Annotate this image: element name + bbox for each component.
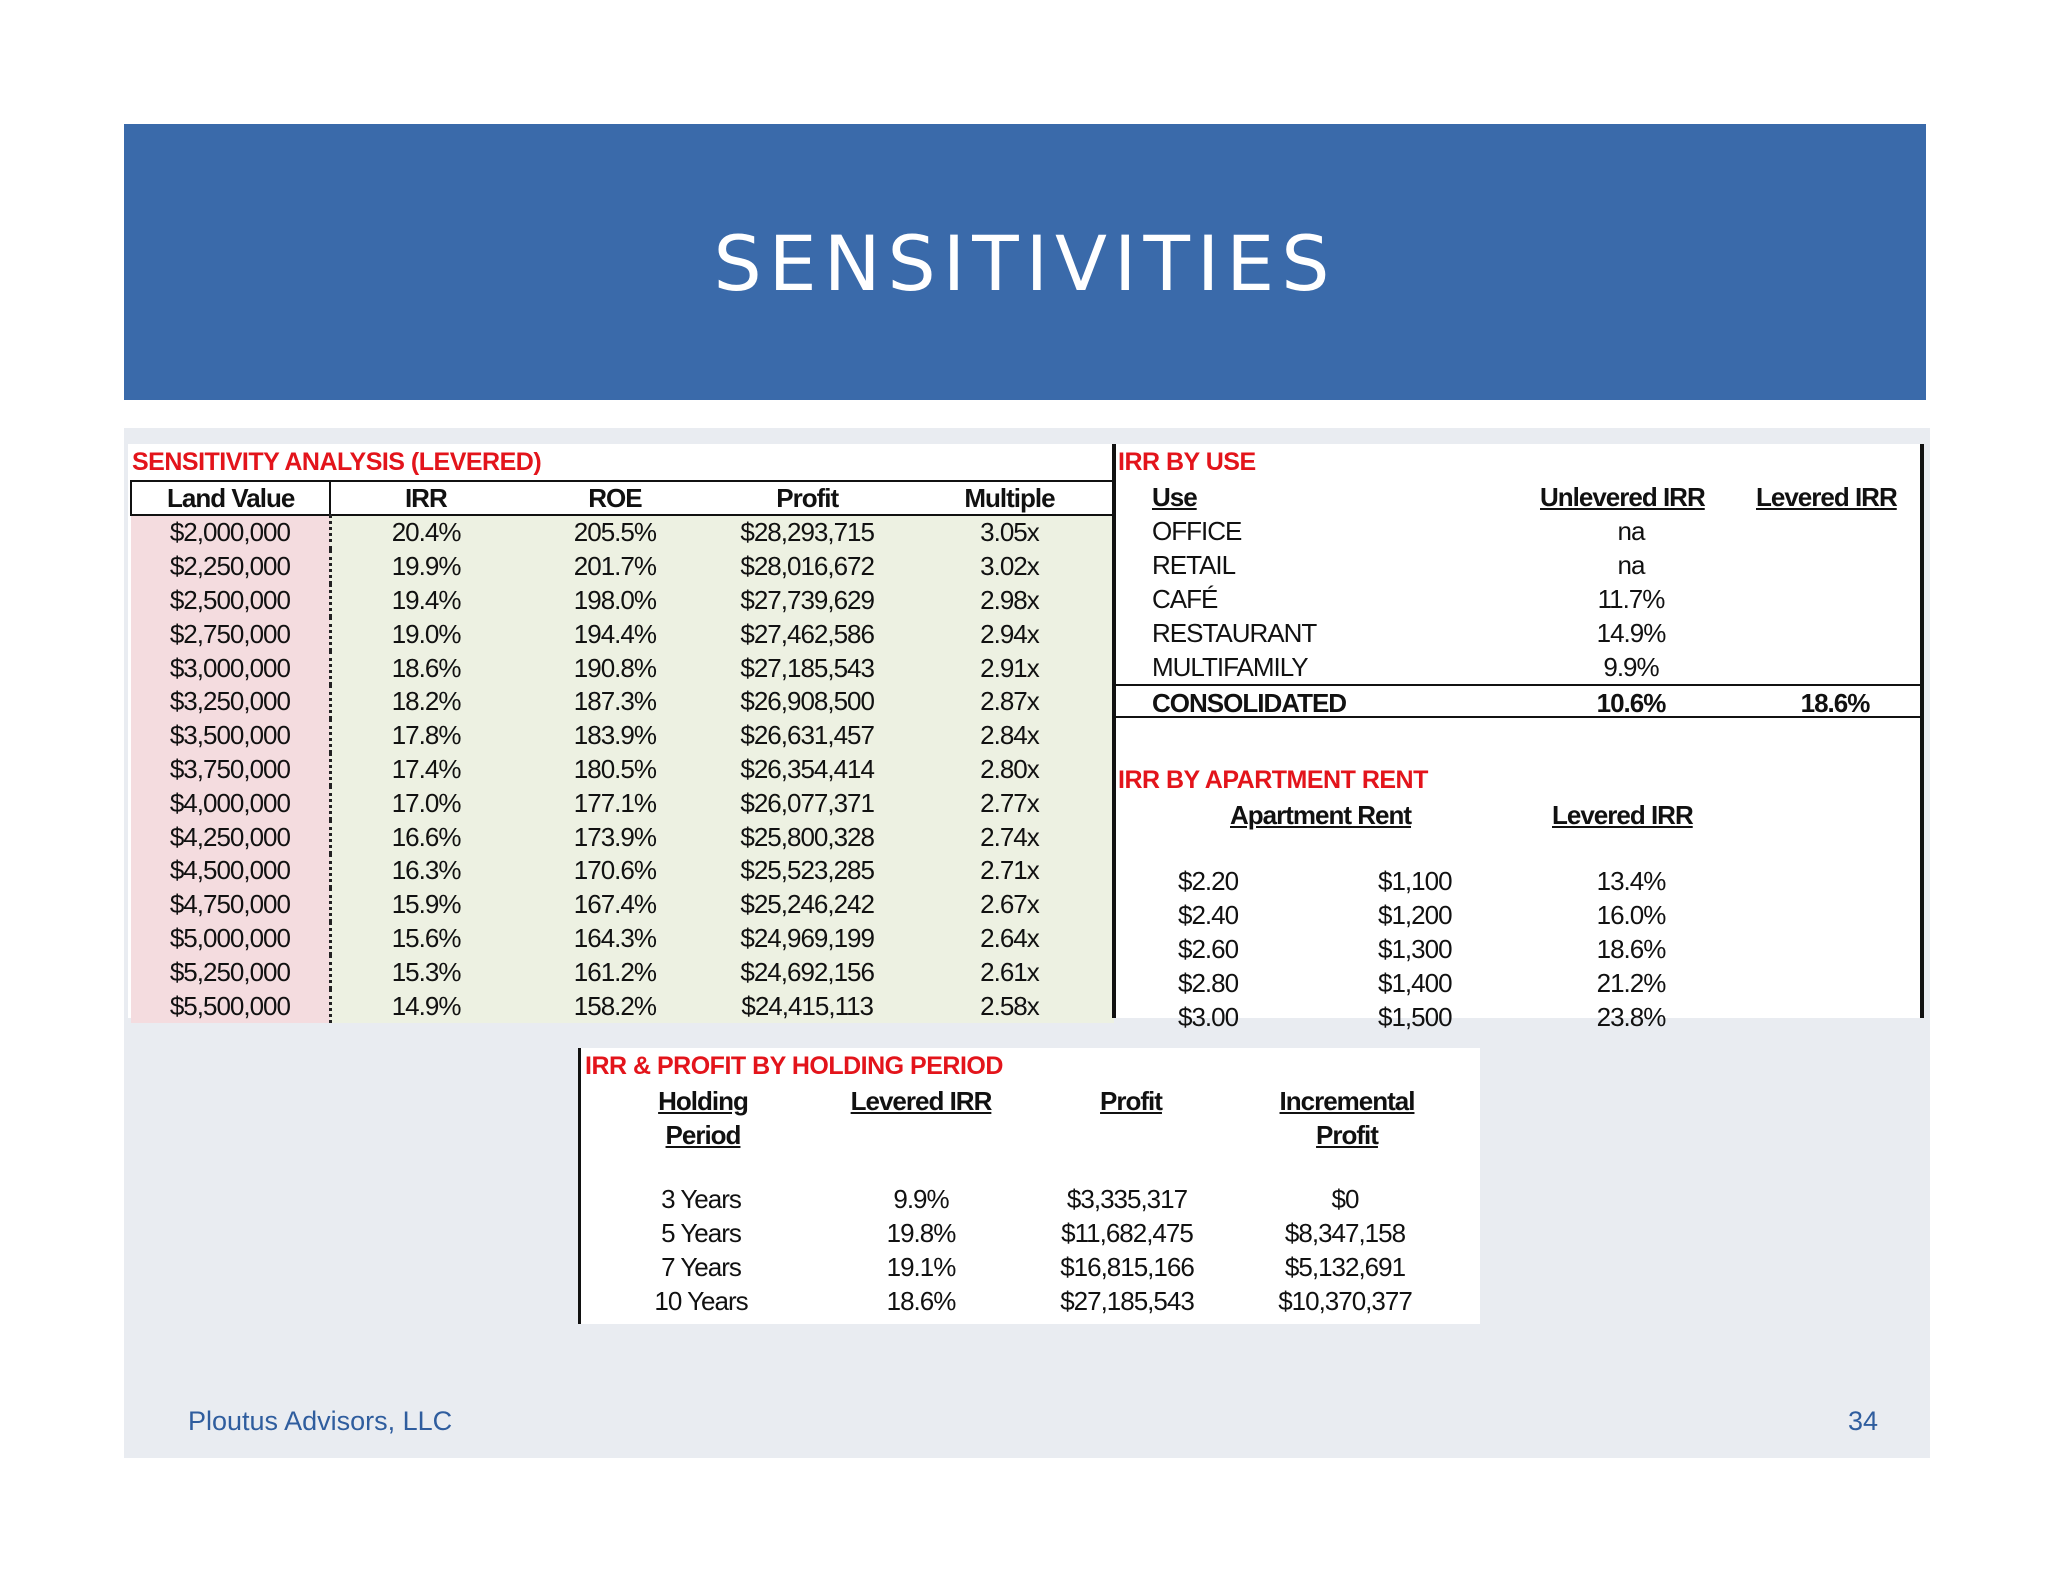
holding-period: 3 Years	[661, 1184, 741, 1214]
land-value-cell: $5,500,000	[131, 989, 330, 1023]
irr-by-rent-title: IRR BY APARTMENT RENT	[1118, 766, 1428, 794]
consolidated-unlevered: 10.6%	[1596, 688, 1666, 718]
use-unlevered-irr: 14.9%	[1596, 618, 1666, 648]
consolidated-label: CONSOLIDATED	[1152, 688, 1347, 718]
holding-incremental: $8,347,158	[1284, 1218, 1406, 1248]
profit-cell: $27,185,543	[709, 651, 904, 685]
multiple-cell: 2.94x	[905, 617, 1114, 651]
land-value-cell: $4,500,000	[131, 854, 330, 888]
irr-by-use-panel	[1112, 444, 1924, 1032]
irr-cell: 17.0%	[330, 786, 520, 820]
holding-period: 10 Years	[654, 1286, 748, 1316]
sensitivity-row	[131, 719, 1114, 753]
holding-levered-irr: 18.6%	[886, 1286, 956, 1316]
rent-row	[1116, 898, 1920, 932]
sensitivity-row	[131, 989, 1114, 1023]
rent-row	[1116, 966, 1920, 1000]
roe-cell: 201.7%	[520, 550, 709, 584]
land-value-cell: $2,750,000	[131, 617, 330, 651]
slide-content	[124, 428, 1930, 1458]
irr-by-use-title: IRR BY USE	[1118, 448, 1256, 476]
roe-cell: 198.0%	[520, 584, 709, 618]
use-unlevered-irr: 9.9%	[1603, 652, 1659, 682]
rent-psf: $2.60	[1178, 934, 1239, 964]
rent-psf: $3.00	[1178, 1002, 1239, 1032]
rent-levered-irr: 13.4%	[1596, 866, 1666, 896]
land-value-cell: $5,250,000	[131, 955, 330, 989]
profit-cell: $26,354,414	[709, 753, 904, 787]
multiple-cell: 3.02x	[905, 550, 1114, 584]
sensitivity-analysis	[130, 444, 1114, 1021]
consolidated-levered: 18.6%	[1800, 688, 1870, 718]
consolidated-row	[1116, 684, 1920, 718]
header-unlevered-irr: Unlevered IRR	[1540, 482, 1705, 512]
sensitivity-row	[131, 617, 1114, 651]
multiple-cell: 2.74x	[905, 820, 1114, 854]
land-value-cell: $3,250,000	[131, 685, 330, 719]
holding-profit: $11,682,475	[1061, 1218, 1193, 1248]
header-holding-profit: Profit	[1100, 1086, 1162, 1116]
multiple-cell: 2.91x	[905, 651, 1114, 685]
header-holding-line2: Period	[665, 1120, 741, 1150]
sensitivity-row	[131, 550, 1114, 584]
multiple-cell: 2.71x	[905, 854, 1114, 888]
header-incremental-profit	[1257, 1084, 1437, 1152]
roe-cell: 187.3%	[520, 685, 709, 719]
use-row	[1116, 582, 1920, 616]
header-rent-levered-irr: Levered IRR	[1552, 800, 1693, 830]
sensitivity-header-row	[131, 481, 1114, 515]
land-value-cell: $3,000,000	[131, 651, 330, 685]
multiple-cell: 2.61x	[905, 955, 1114, 989]
land-value-cell: $3,500,000	[131, 719, 330, 753]
holding-profit: $3,335,317	[1066, 1184, 1188, 1214]
use-name: OFFICE	[1152, 516, 1242, 546]
footer-company: Ploutus Advisors, LLC	[188, 1406, 453, 1436]
profit-cell: $24,415,113	[709, 989, 904, 1023]
header-profit: Profit	[709, 481, 904, 515]
irr-cell: 18.6%	[330, 651, 520, 685]
rent-row	[1116, 932, 1920, 966]
sensitivity-title: SENSITIVITY ANALYSIS (LEVERED)	[132, 448, 542, 476]
sensitivity-row	[131, 515, 1114, 550]
header-incremental-line2: Profit	[1316, 1120, 1378, 1150]
use-row	[1116, 514, 1920, 548]
use-unlevered-irr: na	[1617, 550, 1645, 580]
roe-cell: 190.8%	[520, 651, 709, 685]
irr-cell: 20.4%	[330, 515, 520, 550]
header-land-value: Land Value	[131, 481, 330, 515]
rent-levered-irr: 23.8%	[1596, 1002, 1666, 1032]
roe-cell: 161.2%	[520, 955, 709, 989]
irr-cell: 19.0%	[330, 617, 520, 651]
profit-cell: $26,077,371	[709, 786, 904, 820]
rent-psf: $2.20	[1178, 866, 1239, 896]
holding-period: 7 Years	[661, 1252, 741, 1282]
land-value-cell: $4,750,000	[131, 888, 330, 922]
use-unlevered-irr: na	[1617, 516, 1645, 546]
use-name: RESTAURANT	[1152, 618, 1317, 648]
multiple-cell: 2.64x	[905, 922, 1114, 956]
header-incremental-line1: Incremental	[1279, 1086, 1415, 1116]
header-roe: ROE	[520, 481, 709, 515]
sensitivity-row	[131, 753, 1114, 787]
rent-levered-irr: 18.6%	[1596, 934, 1666, 964]
multiple-cell: 2.80x	[905, 753, 1114, 787]
multiple-cell: 2.87x	[905, 685, 1114, 719]
multiple-cell: 2.58x	[905, 989, 1114, 1023]
rent-row	[1116, 1000, 1920, 1034]
profit-cell: $24,969,199	[709, 922, 904, 956]
top-panel	[128, 444, 1924, 1032]
multiple-cell: 2.84x	[905, 719, 1114, 753]
multiple-cell: 2.67x	[905, 888, 1114, 922]
holding-incremental: $10,370,377	[1278, 1286, 1412, 1316]
roe-cell: 180.5%	[520, 753, 709, 787]
header-apartment-rent: Apartment Rent	[1230, 800, 1412, 830]
profit-cell: $25,523,285	[709, 854, 904, 888]
sensitivity-row	[131, 685, 1114, 719]
header-holding-levered-irr: Levered IRR	[850, 1086, 992, 1116]
title-banner	[124, 124, 1926, 400]
header-levered-irr: Levered IRR	[1756, 482, 1897, 512]
irr-cell: 15.3%	[330, 955, 520, 989]
holding-levered-irr: 19.1%	[886, 1252, 956, 1282]
holding-period: 5 Years	[661, 1218, 741, 1248]
rent-psf: $2.40	[1178, 900, 1239, 930]
land-value-cell: $4,000,000	[131, 786, 330, 820]
header-holding-line1: Holding	[658, 1086, 748, 1116]
sensitivity-row	[131, 955, 1114, 989]
header-multiple: Multiple	[905, 481, 1114, 515]
irr-cell: 17.4%	[330, 753, 520, 787]
profit-cell: $25,800,328	[709, 820, 904, 854]
land-value-cell: $4,250,000	[131, 820, 330, 854]
rent-monthly: $1,400	[1378, 968, 1452, 998]
rent-monthly: $1,100	[1378, 866, 1452, 896]
holding-title: IRR & PROFIT BY HOLDING PERIOD	[585, 1052, 1003, 1080]
roe-cell: 173.9%	[520, 820, 709, 854]
sensitivity-row	[131, 584, 1114, 618]
use-row	[1116, 616, 1920, 650]
page-number: 34	[1847, 1406, 1878, 1436]
rent-monthly: $1,300	[1378, 934, 1452, 964]
irr-cell: 17.8%	[330, 719, 520, 753]
roe-cell: 158.2%	[520, 989, 709, 1023]
irr-cell: 19.9%	[330, 550, 520, 584]
sensitivity-table	[130, 480, 1114, 1023]
sensitivity-row	[131, 820, 1114, 854]
profit-cell: $25,246,242	[709, 888, 904, 922]
rent-row	[1116, 864, 1920, 898]
land-value-cell: $2,000,000	[131, 515, 330, 550]
irr-cell: 16.3%	[330, 854, 520, 888]
rent-psf: $2.80	[1178, 968, 1239, 998]
profit-cell: $28,293,715	[709, 515, 904, 550]
irr-cell: 16.6%	[330, 820, 520, 854]
irr-cell: 18.2%	[330, 685, 520, 719]
sensitivity-row	[131, 854, 1114, 888]
land-value-cell: $2,250,000	[131, 550, 330, 584]
roe-cell: 183.9%	[520, 719, 709, 753]
header-irr: IRR	[330, 481, 520, 515]
multiple-cell: 2.98x	[905, 584, 1114, 618]
irr-cell: 15.9%	[330, 888, 520, 922]
land-value-cell: $3,750,000	[131, 753, 330, 787]
use-name: RETAIL	[1152, 550, 1236, 580]
multiple-cell: 3.05x	[905, 515, 1114, 550]
use-row	[1116, 650, 1920, 684]
holding-levered-irr: 9.9%	[893, 1184, 949, 1214]
roe-cell: 205.5%	[520, 515, 709, 550]
multiple-cell: 2.77x	[905, 786, 1114, 820]
holding-profit: $16,815,166	[1060, 1252, 1194, 1282]
land-value-cell: $5,000,000	[131, 922, 330, 956]
sensitivity-row	[131, 651, 1114, 685]
use-row	[1116, 548, 1920, 582]
holding-incremental: $5,132,691	[1284, 1252, 1406, 1282]
profit-cell: $27,462,586	[709, 617, 904, 651]
use-unlevered-irr: 11.7%	[1597, 584, 1665, 614]
slide-title: SENSITIVITIES	[713, 218, 1337, 308]
header-use: Use	[1152, 482, 1197, 512]
profit-cell: $26,908,500	[709, 685, 904, 719]
holding-period-panel	[578, 1048, 1480, 1324]
sensitivity-row	[131, 922, 1114, 956]
holding-levered-irr: 19.8%	[886, 1218, 956, 1248]
roe-cell: 170.6%	[520, 854, 709, 888]
roe-cell: 167.4%	[520, 888, 709, 922]
irr-cell: 19.4%	[330, 584, 520, 618]
profit-cell: $26,631,457	[709, 719, 904, 753]
profit-cell: $24,692,156	[709, 955, 904, 989]
sensitivity-row	[131, 786, 1114, 820]
roe-cell: 194.4%	[520, 617, 709, 651]
profit-cell: $28,016,672	[709, 550, 904, 584]
profit-cell: $27,739,629	[709, 584, 904, 618]
holding-profit: $27,185,543	[1060, 1286, 1194, 1316]
header-holding-period	[631, 1084, 775, 1152]
irr-cell: 14.9%	[330, 989, 520, 1023]
roe-cell: 164.3%	[520, 922, 709, 956]
irr-cell: 15.6%	[330, 922, 520, 956]
roe-cell: 177.1%	[520, 786, 709, 820]
use-name: CAFÉ	[1152, 584, 1218, 614]
rent-levered-irr: 16.0%	[1596, 900, 1666, 930]
rent-monthly: $1,200	[1378, 900, 1452, 930]
use-name: MULTIFAMILY	[1152, 652, 1308, 682]
rent-levered-irr: 21.2%	[1596, 968, 1666, 998]
rent-monthly: $1,500	[1378, 1002, 1452, 1032]
sensitivity-row	[131, 888, 1114, 922]
holding-incremental: $0	[1331, 1184, 1359, 1214]
land-value-cell: $2,500,000	[131, 584, 330, 618]
